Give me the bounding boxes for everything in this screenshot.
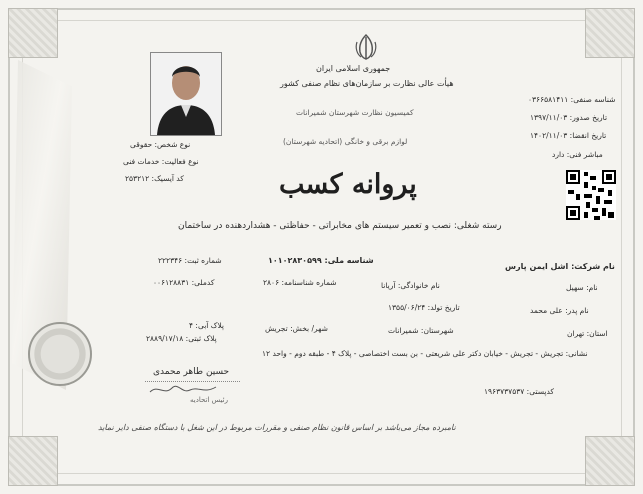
signatory-name: حسین طاهر محمدی [153,367,230,377]
qr-code-icon [566,170,616,220]
header-line-2: هیأت عالی نظارت بر سازمان‌های نظام صنفی کشور [280,79,454,88]
last-name: نام خانوادگی: آریانا [381,281,440,290]
header-line-1: جمهوری اسلامی ایران [316,64,391,73]
address: نشانی: تجریش - تجریش - خیابان دکتر علی شریعتی - بن بست اختصاصی - پلاک ۴ - طبقه دوم - واحد ۱۲ [262,349,588,358]
corner-ornament-bottom-right [585,436,635,486]
owner-photo [150,52,222,136]
id-number: شماره شناسنامه: ۲۸۰۶ [263,278,337,287]
birth-date: تاریخ تولد: ۱۳۵۵/۰۶/۲۴ [388,303,460,312]
corner-ornament-top-right [585,8,635,58]
activity-type: نوع فعالیت: خدمات فنی [123,157,199,166]
handwritten-signature [148,382,218,398]
postal-code: کدپستی: ۱۹۶۳۷۳۷۵۳۷ [484,387,555,396]
first-name: نام: سهیل [566,283,598,292]
issue-date: تاریخ صدور: ۱۳۹۷/۱۱/۰۳ [530,113,608,122]
expiry-date: تاریخ انقضا: ۱۴۰۲/۱۱/۰۳ [530,131,607,140]
technical-director: مباشر فنی: دارد [552,150,603,159]
footer-note: نامبرده مجاز می‌باشد بر اساس قانون نظام صنفی و مقررات مربوط در این شغل با دستگاه صنفی دایر نماید [98,423,456,432]
registry-plate: پلاک ثبتی: ۲۸۸۹/۱۷/۱۸ [146,334,217,343]
national-id: شناسه ملی: ۱۰۱۰۲۸۳۰۵۹۹ [268,256,374,265]
signatory-role: رئیس اتحادیه [190,396,228,404]
iran-emblem-icon [351,32,381,62]
district: شهر/ بخش: تجریش [265,324,328,333]
corner-ornament-bottom-left [8,436,58,486]
guild-id: شناسه صنفی: ۰۳۶۶۵۸۱۴۱۱ [528,95,616,104]
header-line-3: کمیسیون نظارت شهرستان شمیرانات [296,108,414,117]
blue-plate: پلاک آبی: ۴ [189,321,225,330]
corner-ornament-top-left [8,8,58,58]
registration-number: شماره ثبت: ۲۲۲۳۴۶ [158,256,222,265]
document-title: پروانه کسب [279,169,417,200]
province: استان: تهران [567,329,608,338]
isic-code: کد آیسیک: ۲۵۳۲۱۲ [125,174,184,183]
business-category: رسته شغلی: نصب و تعمیر سیستم های مخابراتی - حفاظتی - هشداردهنده در ساختمان [178,221,502,231]
inner-border [22,20,622,474]
national-code: کدملی: ۰۰۶۱۲۸۸۳۱ [153,278,215,287]
official-seal [28,322,92,386]
person-type: نوع شخص: حقوقی [130,140,191,149]
father-name: نام پدر: علی محمد [530,306,589,315]
city: شهرستان: شمیرانات [388,326,454,335]
company-name: نام شرکت: اشل ایمن پارس [505,262,615,271]
header-line-4: لوازم برقی و خانگی (اتحادیه شهرستان) [283,137,408,146]
